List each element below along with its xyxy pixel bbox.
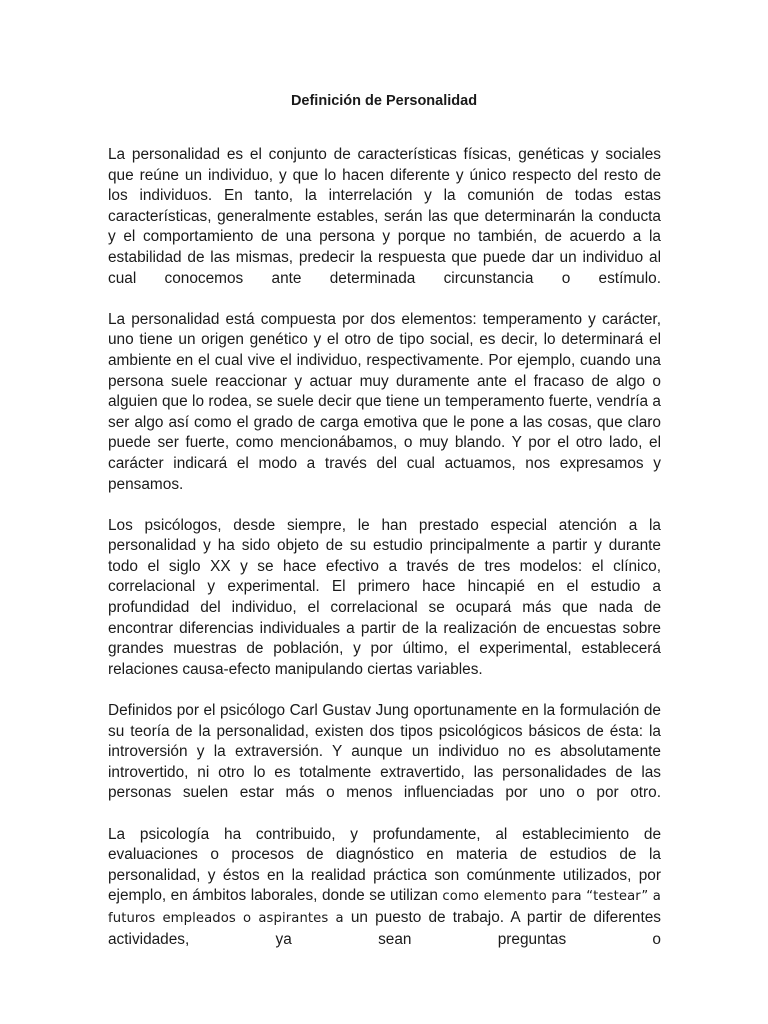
paragraph-2: La personalidad está compuesta por dos elementos: temperamento y carácter, uno tiene un origen genético y el otro de tipo social, es decir, lo determinará el ambiente en el cual vive el individuo, respectivamente. Por ejemplo, cuando una persona suele reaccionar y actuar muy duramente ante el fracaso de algo o alguien que lo rodea, se suele decir que tiene un temperamento fuerte, vendría a ser algo así como el grado de carga emotiva que le pone a las cosas, que claro puede ser fuerte, como mencionábamos, o muy blando. Y por el otro lado, el carácter indicará el modo a través del cual actuamos, nos expresamos y pensamos. xyxy=(108,310,661,493)
paragraph-5 xyxy=(108,825,661,951)
document-title: Definición de Personalidad xyxy=(290,93,478,109)
paragraph-1: La personalidad es el conjunto de características físicas, genéticas y sociales que reúne un individuo, y que lo hacen diferente y único respecto del resto de los individuos. En tanto, la interrelación y la comunión de todas estas características, generalmente estables, serán las que determinarán la conducta y el comportamiento de una persona y porque no también, de acuerdo a la estabilidad de las mismas, predecir la respuesta que puede dar un individuo al cual conocemos ante determinada circunstancia o estímulo. xyxy=(108,146,661,287)
paragraph-3: Los psicólogos, desde siempre, le han prestado especial atención a la personalidad y ha sido objeto de su estudio principalmente a partir y durante todo el siglo XX y se hace efectivo a través de tres modelos: el clínico, correlacional y experimental. El primero hace hincapié en el estudio a profundidad del individuo, el correlacional se ocupará más que nada de encontrar diferencias individuales a partir de la realización de encuestas sobre grandes muestras de población, y por último, el experimental, establecerá relaciones causa-efecto manipulando ciertas variables. xyxy=(108,516,661,678)
paragraph-5-part-2: como elemento para “testear” a futuros empleados o aspirantes a xyxy=(108,889,661,926)
paragraph-4: Definidos por el psicólogo Carl Gustav Jung oportunamente en la formulación de su teoría de la personalidad, existen dos tipos psicológicos básicos de ésta: la introversión y la extraversión. Y aunque un individuo no es absolutamente introvertido, ni otro lo es totalmente extravertido, las personalidades de las personas suelen estar más o menos influenciadas por uno o por otro. xyxy=(108,702,661,802)
paragraph-5-part-1: La psicología ha contribuido, y profundamente, al establecimiento de evaluaciones o procesos de diagnóstico en materia de estudios de la personalidad, y éstos en la realidad práctica son comúnmente utilizados, por ejemplo, en ámbitos laborales, donde se utilizan xyxy=(108,825,661,905)
paragraph-5-part-3: un puesto de trabajo. A partir de diferentes actividades, ya sean preguntas o xyxy=(108,908,661,948)
document-body xyxy=(108,145,661,971)
